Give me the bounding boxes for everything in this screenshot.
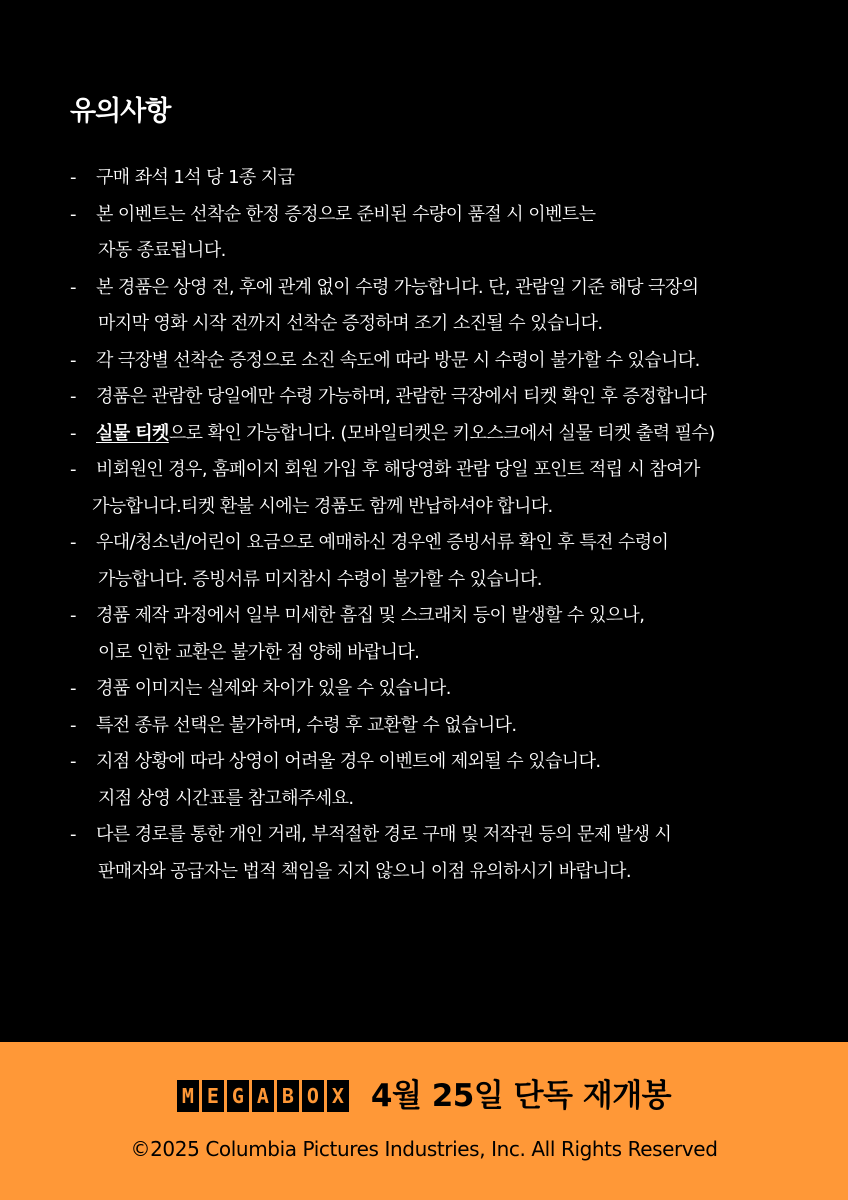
- notice-item: [70, 525, 810, 598]
- notice-text: 경품 제작 과정에서 일부 미세한 흠집 및 스크래치 등이 발생할 수 있으나,: [96, 605, 645, 626]
- notice-section: [70, 92, 810, 890]
- notice-text: 특전 종류 선택은 불가하며, 수령 후 교환할 수 없습니다.: [96, 714, 517, 736]
- notice-text: 자동 종료됩니다.: [98, 240, 226, 261]
- logo-letter: O: [302, 1080, 324, 1112]
- notice-item: [70, 343, 810, 380]
- logo-letter: A: [252, 1080, 274, 1112]
- notice-text: 각 극장별 선착순 증정으로 소진 속도에 따라 방문 시 수령이 불가할 수 있습니다.: [96, 349, 700, 371]
- list-dash: -: [70, 824, 76, 845]
- logo-letter: G: [227, 1080, 249, 1112]
- notice-text: 지점 상황에 따라 상영이 어려울 경우 이벤트에 제외될 수 있습니다.: [96, 751, 601, 772]
- megabox-logo: [177, 1080, 349, 1112]
- notice-text: [96, 416, 810, 453]
- notice-text: 우대/청소년/어린이 요금으로 예매하신 경우엔 증빙서류 확인 후 특전 수령이: [96, 532, 669, 553]
- logo-letter: E: [202, 1080, 224, 1112]
- list-dash: -: [70, 605, 76, 626]
- list-dash: -: [70, 167, 76, 188]
- notice-text: 비회원인 경우, 홈페이지 회원 가입 후 해당영화 관람 당일 포인트 적립 시 참여가: [96, 459, 700, 480]
- notice-item: [70, 817, 810, 890]
- notice-text: 구매 좌석 1석 당 1종 지급: [96, 167, 295, 188]
- notice-text: 경품 이미지는 실제와 차이가 있을 수 있습니다.: [96, 678, 451, 699]
- list-dash: -: [70, 714, 76, 736]
- list-dash: -: [70, 349, 76, 371]
- copyright-text: ©2025 Columbia Pictures Industries, Inc. All Rights Reserved: [130, 1137, 718, 1161]
- notice-item: [70, 452, 810, 525]
- notice-list: [70, 160, 810, 890]
- logo-letter: M: [177, 1080, 199, 1112]
- notice-item: [70, 197, 810, 270]
- notice-text: 다른 경로를 통한 개인 거래, 부적절한 경로 구매 및 저작권 등의 문제 발생 시: [96, 824, 672, 845]
- notice-item: [70, 379, 810, 416]
- release-headline: 4월 25일 단독 재개봉: [370, 1078, 672, 1114]
- emphasis-text: 실물 티켓: [96, 422, 169, 444]
- notice-text-rest: 으로 확인 가능합니다. (모바일티켓은 키오스크에서 실물 티켓 출력 필수): [168, 422, 715, 444]
- notice-item: [70, 270, 810, 343]
- footer-banner: [0, 1042, 848, 1200]
- notice-text: 가능합니다. 증빙서류 미지참시 수령이 불가할 수 있습니다.: [98, 568, 542, 590]
- list-dash: -: [70, 678, 76, 699]
- notice-item: [70, 708, 810, 745]
- list-dash: -: [70, 532, 76, 553]
- list-dash: -: [70, 422, 76, 444]
- notice-text: 마지막 영화 시작 전까지 선착순 증정하며 조기 소진될 수 있습니다.: [98, 313, 603, 334]
- notice-text: 본 이벤트는 선착순 한정 증정으로 준비된 수량이 품절 시 이벤트는: [96, 203, 596, 225]
- logo-letter: X: [327, 1080, 349, 1112]
- notice-item: [70, 160, 810, 197]
- notice-title: 유의사항: [70, 96, 171, 127]
- list-dash: -: [70, 751, 76, 772]
- notice-item: [70, 598, 810, 671]
- list-dash: -: [70, 203, 76, 225]
- notice-text: 본 경품은 상영 전, 후에 관계 없이 수령 가능합니다. 단, 관람일 기준 해당 극장의: [96, 276, 699, 298]
- notice-text: 지점 상영 시간표를 참고해주세요.: [98, 787, 354, 809]
- logo-letter: B: [277, 1080, 299, 1112]
- notice-text: 이로 인한 교환은 불가한 점 양해 바랍니다.: [98, 641, 420, 663]
- notice-item: [70, 416, 810, 453]
- footer-headline-row: [0, 1076, 848, 1116]
- notice-item: [70, 671, 810, 708]
- notice-text: 가능합니다.티켓 환불 시에는 경품도 함께 반납하셔야 합니다.: [92, 495, 553, 517]
- notice-item: [70, 744, 810, 817]
- notice-text: 경품은 관람한 당일에만 수령 가능하며, 관람한 극장에서 티켓 확인 후 증정합니다: [96, 386, 707, 407]
- list-dash: -: [70, 459, 76, 480]
- list-dash: -: [70, 276, 76, 298]
- notice-text: 판매자와 공급자는 법적 책임을 지지 않으니 이점 유의하시기 바랍니다.: [98, 860, 631, 882]
- list-dash: -: [70, 386, 76, 407]
